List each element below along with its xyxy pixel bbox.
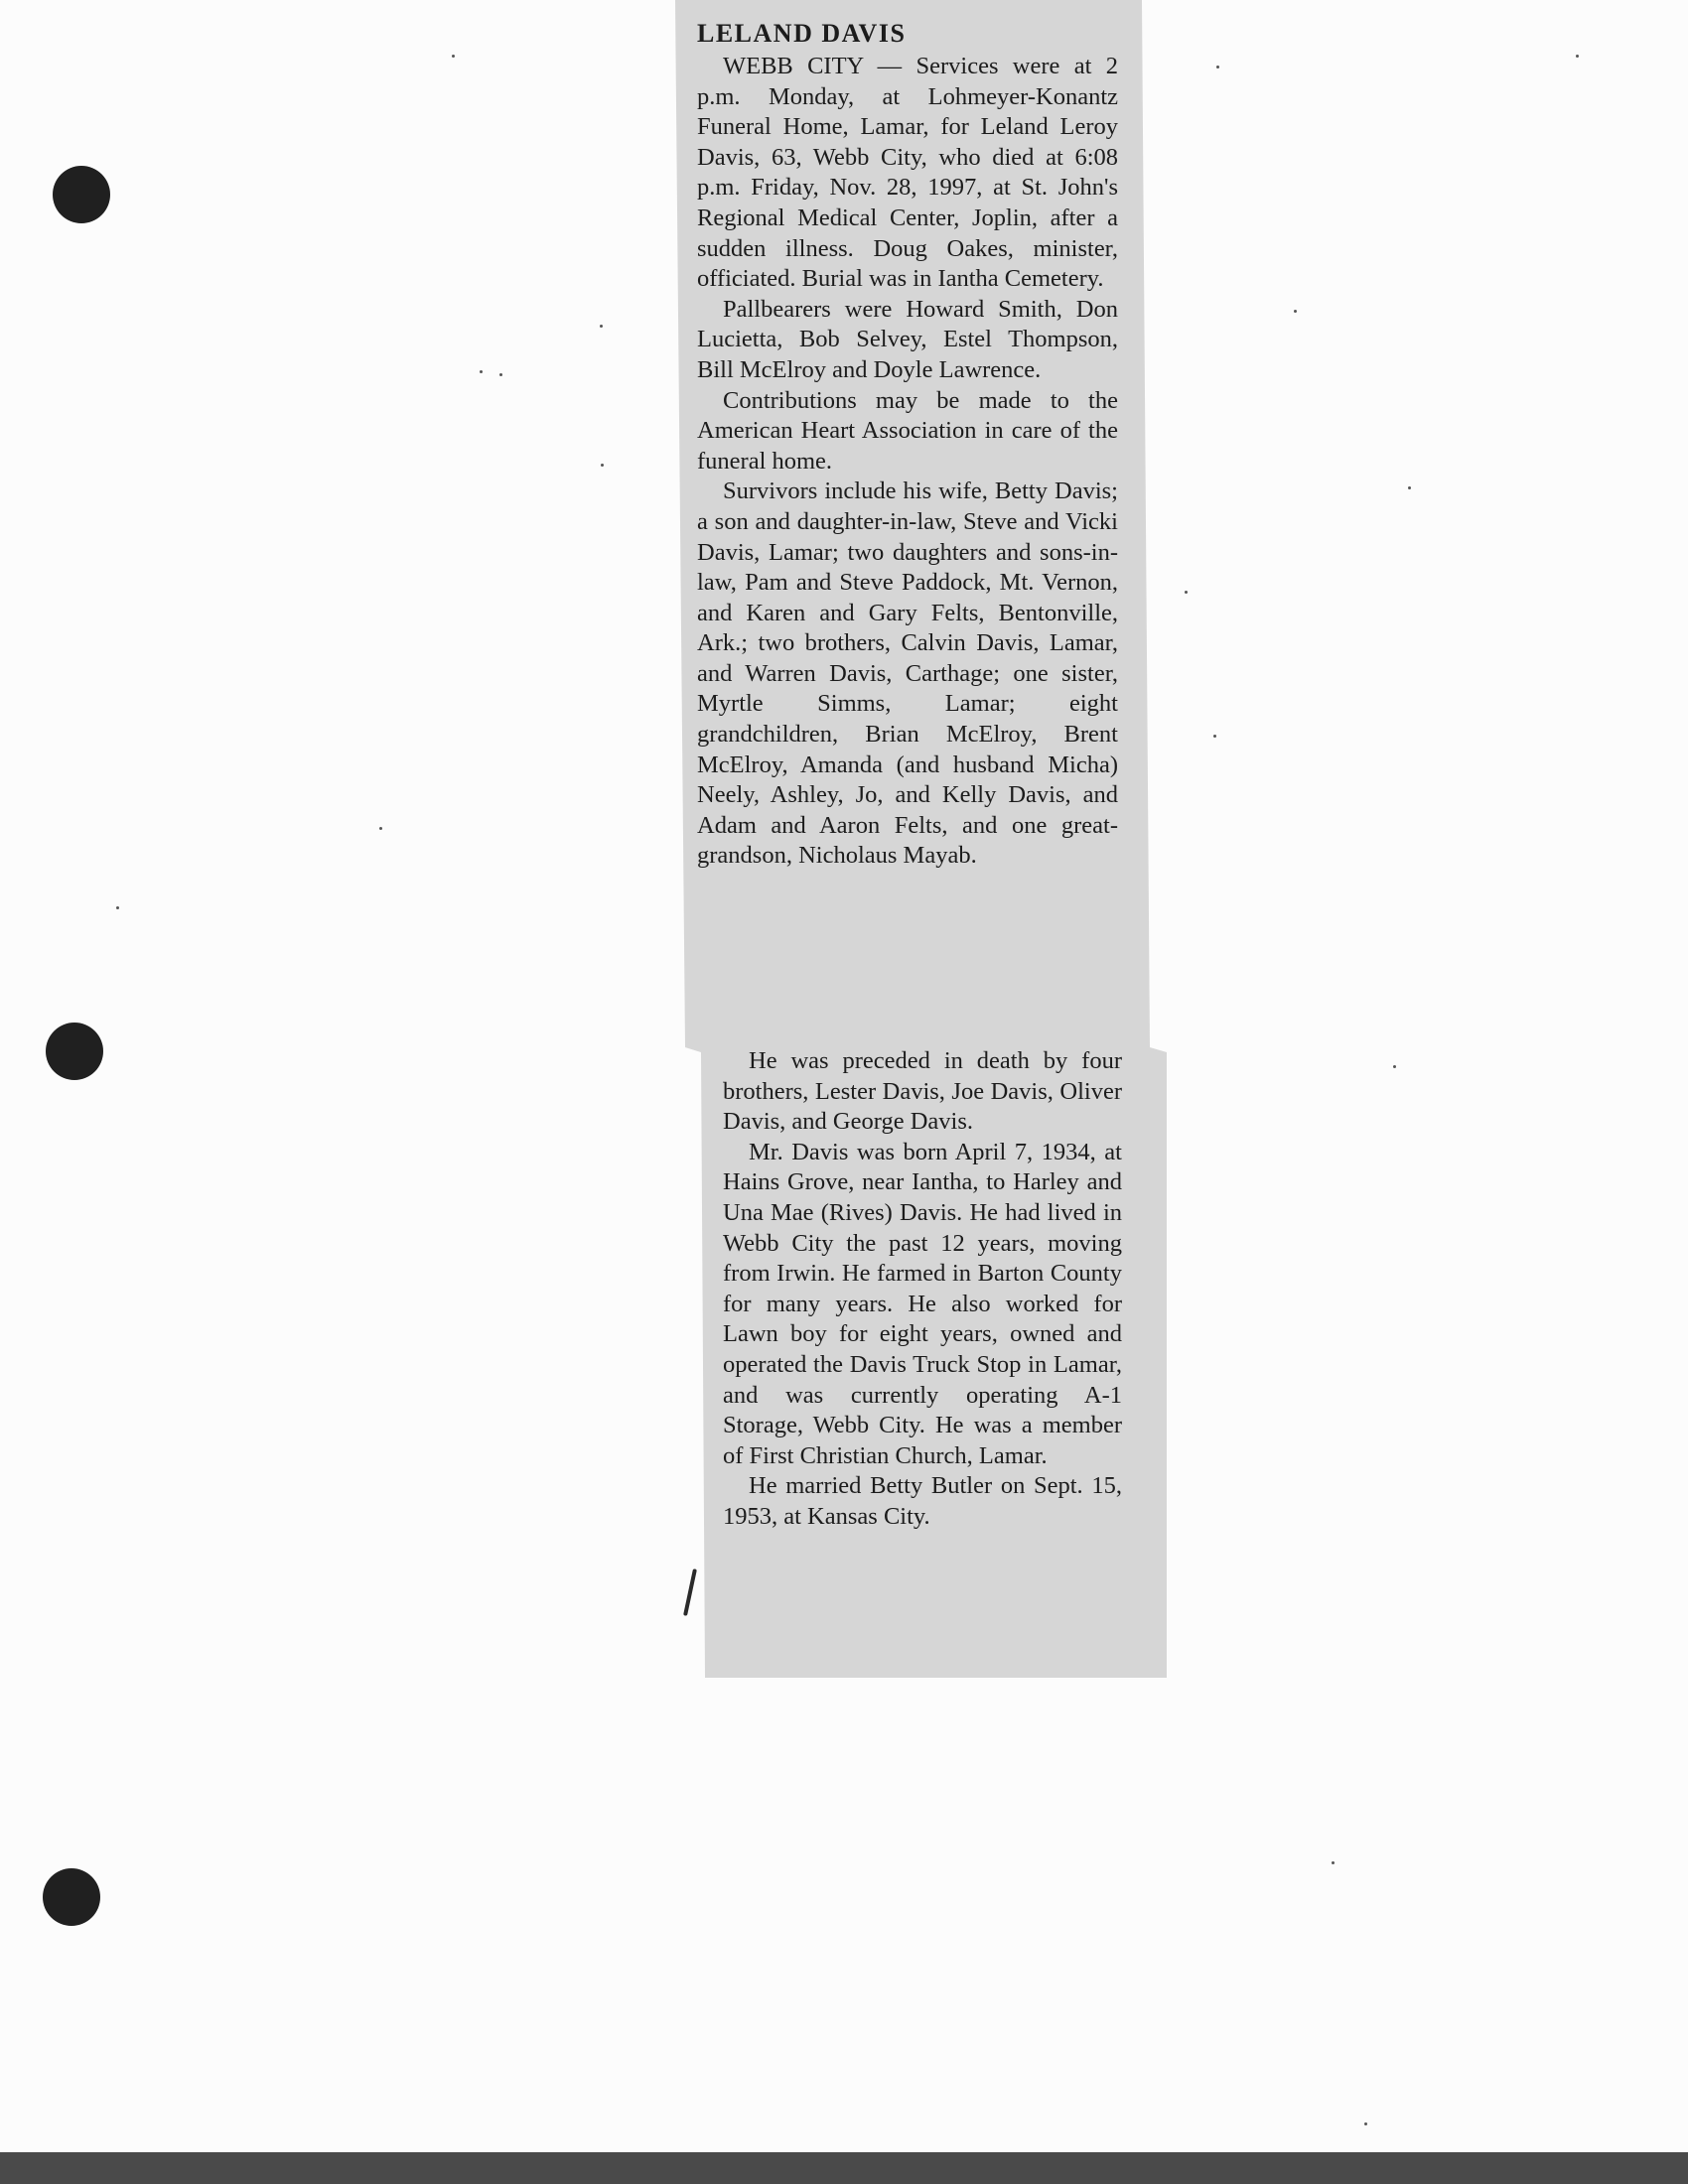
dust-speck xyxy=(379,827,382,830)
obituary-headline: LELAND DAVIS xyxy=(697,19,907,48)
obituary-column-lower xyxy=(723,1046,1122,1533)
dust-speck xyxy=(1393,1065,1396,1068)
punch-hole-top xyxy=(53,166,110,223)
obituary-paragraph-marriage: He married Betty Butler on Sept. 15, 1953, at Kansas City. xyxy=(723,1472,1122,1530)
punch-hole-middle xyxy=(46,1023,103,1080)
dust-speck xyxy=(1408,486,1411,489)
punch-hole-bottom xyxy=(43,1868,100,1926)
dust-speck xyxy=(1576,55,1579,58)
obituary-column-upper xyxy=(697,18,1118,872)
obituary-paragraph-services: WEBB CITY — Services were at 2 p.m. Monday, at Lohmeyer-Konantz Funeral Home, Lamar, for Leland Leroy Davis, 63, Webb City, who died at 6:08 p.m. Friday, Nov. 28, 1997, at St. John's Regional Medical Center, Joplin, after a sudden illness. Doug Oakes, minister, officiated. Burial was in Iantha Cemetery. xyxy=(697,53,1118,293)
dust-speck xyxy=(600,325,603,328)
dust-speck xyxy=(1364,2122,1367,2125)
dust-speck xyxy=(480,370,483,373)
dust-speck xyxy=(1216,66,1219,68)
scan-bottom-edge xyxy=(0,2152,1688,2184)
pen-mark xyxy=(683,1569,697,1616)
obituary-paragraph-survivors: Survivors include his wife, Betty Davis; a son and daughter-in-law, Steve and Vicki Davis, Lamar; two daughters and sons-in-law, Pam and Steve Paddock, Mt. Vernon, and Karen and Gary Felts, Bentonville, Ark.; two brothers, Calvin Davis, Lamar, and Warren Davis, Carthage; one sister, Myrtle Simms, Lamar; eight grandchildren, Brian McElroy, Brent McElroy, Amanda (and husband Micha) Neely, Ashley, Jo, and Kelly Davis, and Adam and Aaron Felts, and one great-grandson, Nicholaus Mayab. xyxy=(697,478,1118,870)
dust-speck xyxy=(1294,310,1297,313)
dust-speck xyxy=(1332,1861,1335,1864)
obituary-paragraph-biography: Mr. Davis was born April 7, 1934, at Hains Grove, near Iantha, to Harley and Una Mae (Rives) Davis. He had lived in Webb City the past 12 years, moving from Irwin. He farmed in Barton County for many years. He also worked for Lawn boy for eight years, owned and operated the Davis Truck Stop in Lamar, and was currently operating A-1 Storage, Webb City. He was a member of First Christian Church, Lamar. xyxy=(723,1138,1122,1469)
obituary-paragraph-pallbearers: Pallbearers were Howard Smith, Don Lucietta, Bob Selvey, Estel Thompson, Bill McElroy and Doyle Lawrence. xyxy=(697,295,1118,383)
dust-speck xyxy=(1213,735,1216,738)
obituary-paragraph-contributions: Contributions may be made to the American Heart Association in care of the funeral home. xyxy=(697,386,1118,475)
dust-speck xyxy=(601,464,604,467)
dust-speck xyxy=(116,906,119,909)
dust-speck xyxy=(452,55,455,58)
dust-speck xyxy=(1185,591,1188,594)
obituary-paragraph-preceded: He was preceded in death by four brothers, Lester Davis, Joe Davis, Oliver Davis, and George Davis. xyxy=(723,1047,1122,1136)
dust-speck xyxy=(499,373,502,376)
